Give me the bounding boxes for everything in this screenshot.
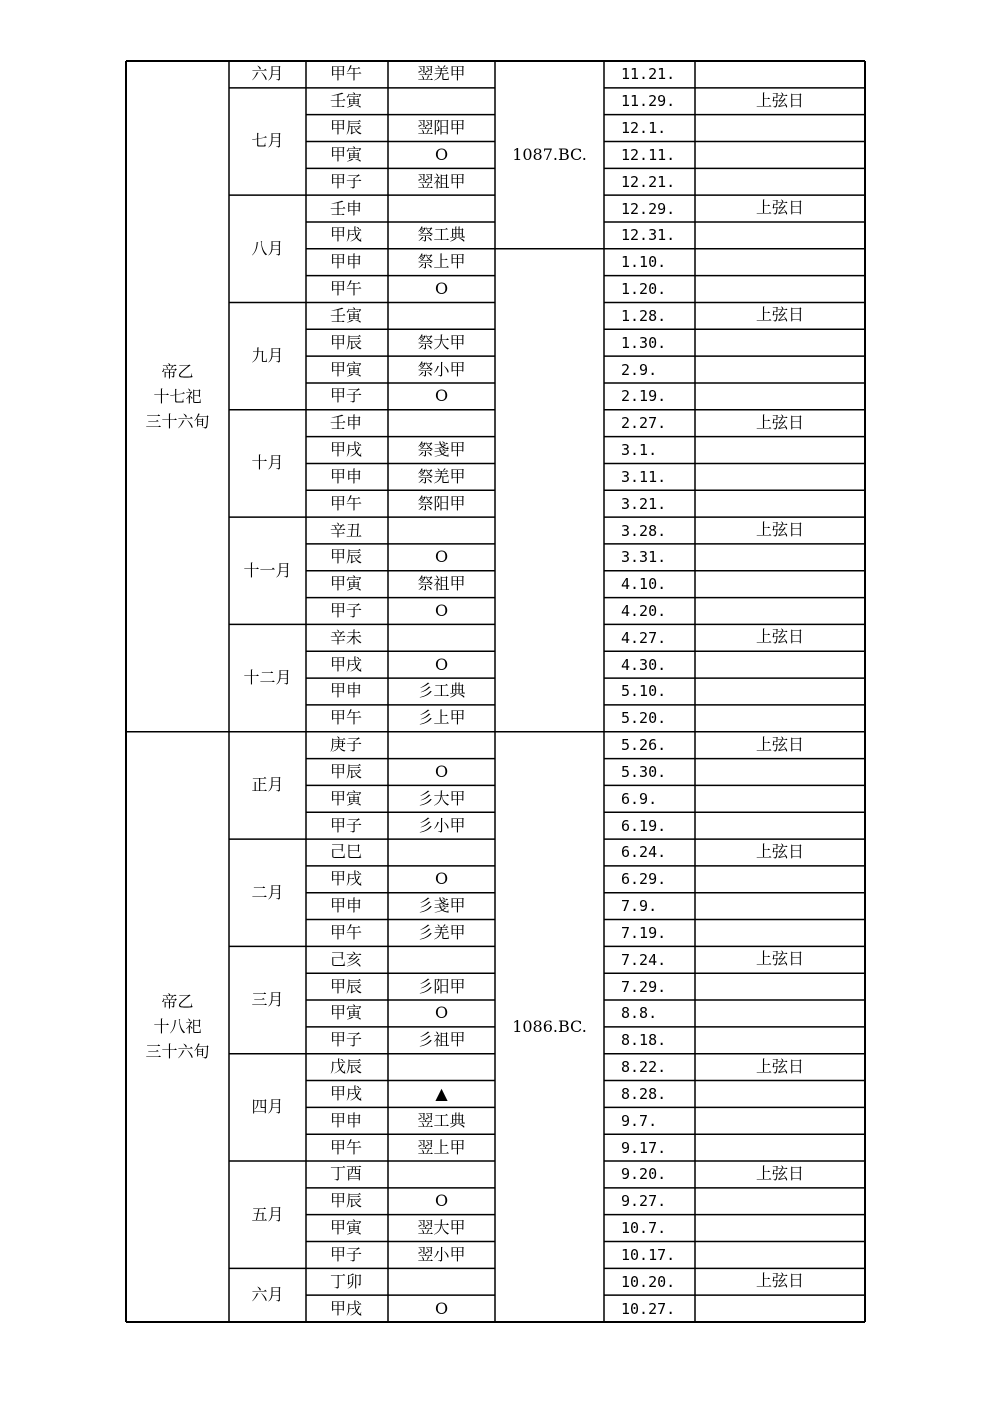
ritual-cell: 彡小甲 (417, 815, 466, 835)
month-cell: 五月 (251, 1204, 284, 1224)
ganzhi-cell: 甲子 (330, 1030, 363, 1050)
date-cell: 6.29. (621, 870, 667, 889)
ganzhi-cell: 甲午 (330, 279, 363, 299)
ritual-cell: 彡上甲 (417, 708, 466, 728)
note-cell: 上弦日 (755, 90, 804, 110)
date-cell: 4.10. (621, 575, 667, 594)
ganzhi-cell: 甲辰 (330, 976, 363, 996)
ritual-cell: O (434, 761, 449, 781)
month-cell: 六月 (251, 1285, 284, 1305)
ritual-cell (388, 1161, 495, 1188)
ritual-cell (388, 410, 495, 437)
ritual-cell: 彡工典 (417, 681, 466, 701)
date-cell: 2.27. (621, 414, 667, 433)
ritual-cell: O (434, 386, 449, 406)
ganzhi-cell: 壬寅 (330, 91, 363, 111)
ritual-cell: 翌上甲 (417, 1137, 466, 1157)
ritual-cell: 祭大甲 (417, 332, 466, 352)
ritual-cell (388, 946, 495, 973)
ritual-cell: 祭祖甲 (417, 574, 466, 594)
note-cell (695, 571, 865, 598)
date-cell: 5.20. (621, 709, 667, 728)
note-cell (695, 1295, 865, 1322)
ganzhi-cell: 甲午 (330, 64, 363, 84)
month-cell: 十月 (251, 453, 284, 473)
note-cell: 上弦日 (755, 1271, 804, 1291)
ganzhi-cell: 甲戌 (330, 654, 363, 674)
note-cell (695, 1134, 865, 1161)
date-cell: 6.24. (621, 843, 667, 862)
month-cell: 八月 (251, 238, 284, 258)
month-cell: 二月 (251, 882, 284, 902)
note-cell (695, 329, 865, 356)
ganzhi-cell: 甲辰 (330, 332, 363, 352)
ritual-cell (388, 839, 495, 866)
note-cell (695, 1107, 865, 1134)
date-cell: 8.28. (621, 1084, 667, 1103)
date-cell: 8.18. (621, 1031, 667, 1050)
ritual-cell: 翌羌甲 (417, 64, 466, 84)
ritual-cell: 翌祖甲 (417, 171, 466, 191)
note-cell: 上弦日 (755, 198, 804, 218)
month-cell: 九月 (251, 346, 284, 366)
note-cell (695, 249, 865, 276)
date-cell: 9.7. (621, 1111, 658, 1130)
ganzhi-cell: 甲申 (330, 1110, 363, 1130)
note-cell: 上弦日 (755, 1164, 804, 1184)
date-cell: 1.20. (621, 280, 667, 299)
note-cell (695, 115, 865, 142)
ganzhi-cell: 甲申 (330, 466, 363, 486)
date-cell: 4.20. (621, 602, 667, 620)
ritual-cell (388, 1268, 495, 1295)
note-cell (695, 893, 865, 920)
ritual-cell: 祭阳甲 (417, 493, 466, 513)
ritual-cell: O (434, 1003, 449, 1023)
ganzhi-cell: 甲申 (330, 896, 363, 916)
month-cell: 三月 (251, 990, 284, 1010)
note-cell: 上弦日 (755, 734, 804, 754)
note-cell (695, 141, 865, 168)
date-cell: 7.24. (621, 950, 667, 969)
date-cell: 2.9. (621, 360, 658, 379)
date-cell: 5.26. (621, 736, 667, 755)
note-cell: 上弦日 (755, 520, 804, 540)
note-cell: 上弦日 (755, 412, 804, 432)
ritual-cell: 彡阳甲 (417, 976, 466, 996)
ritual-cell (388, 732, 495, 759)
ganzhi-cell: 甲午 (330, 493, 363, 513)
note-cell (695, 1027, 865, 1054)
note-cell (695, 598, 865, 625)
note-cell (695, 222, 865, 249)
note-cell (695, 866, 865, 893)
date-cell: 1.28. (621, 306, 667, 325)
date-cell: 10.7. (621, 1219, 667, 1238)
ganzhi-cell: 甲戌 (330, 440, 363, 460)
ritual-cell: O (434, 601, 449, 620)
note-cell (695, 812, 865, 839)
date-cell: 11.21. (621, 65, 676, 84)
date-cell: 3.21. (621, 494, 667, 513)
date-cell: 9.17. (621, 1138, 667, 1157)
ganzhi-cell: 己巳 (330, 842, 363, 862)
ganzhi-cell: 甲辰 (330, 1191, 363, 1211)
date-cell: 12.29. (621, 199, 676, 218)
date-cell: 3.28. (621, 521, 667, 540)
date-cell: 11.29. (621, 92, 676, 111)
note-cell (695, 759, 865, 786)
note-cell (695, 920, 865, 947)
ganzhi-cell: 甲子 (330, 171, 363, 191)
note-cell (695, 678, 865, 705)
note-cell: 上弦日 (755, 627, 804, 647)
ritual-cell: O (434, 144, 449, 164)
ritual-cell: O (434, 547, 449, 567)
date-cell: 12.21. (621, 172, 676, 191)
note-cell (695, 1242, 865, 1269)
note-cell (695, 544, 865, 571)
note-cell (695, 383, 865, 410)
ritual-cell: 彡羌甲 (417, 922, 466, 942)
date-cell: 2.19. (621, 387, 667, 406)
date-cell: 4.27. (621, 628, 667, 647)
ritual-cell: O (434, 654, 449, 674)
ritual-cell (388, 195, 495, 222)
date-cell: 10.17. (621, 1245, 676, 1264)
ganzhi-cell: 甲午 (330, 1137, 363, 1157)
reign-cell: 帝乙 十八祀 三十六旬 (145, 992, 210, 1062)
note-cell (695, 168, 865, 195)
ritual-cell (388, 624, 495, 651)
ganzhi-cell: 壬申 (330, 198, 363, 218)
ganzhi-cell: 甲寅 (330, 574, 363, 594)
ganzhi-cell: 甲寅 (330, 1218, 363, 1238)
date-cell: 8.8. (621, 1004, 658, 1023)
date-cell: 3.11. (621, 467, 667, 486)
ganzhi-cell: 甲子 (330, 601, 363, 620)
ritual-cell: O (434, 279, 449, 299)
ritual-cell: 祭小甲 (417, 359, 466, 379)
note-cell (695, 1000, 865, 1027)
date-cell: 7.19. (621, 923, 667, 942)
year-cell: 1086.BC. (512, 1016, 587, 1036)
ganzhi-cell: 甲戌 (330, 225, 363, 245)
note-cell (695, 276, 865, 303)
note-cell: 上弦日 (755, 842, 804, 862)
date-cell: 8.22. (621, 1058, 667, 1077)
date-cell: 6.9. (621, 789, 658, 808)
ganzhi-cell: 甲寅 (330, 359, 363, 379)
date-cell: 3.1. (621, 441, 658, 460)
ganzhi-cell: 甲戌 (330, 869, 363, 889)
ritual-cell: 彡祖甲 (417, 1030, 466, 1050)
ganzhi-cell: 甲子 (330, 386, 363, 406)
date-cell: 7.29. (621, 977, 667, 996)
note-cell (695, 1188, 865, 1215)
ganzhi-cell: 丁酉 (330, 1164, 363, 1184)
note-cell: 上弦日 (755, 1056, 804, 1076)
ganzhi-cell: 甲午 (330, 922, 363, 942)
ritual-cell (388, 517, 495, 544)
ganzhi-cell: 己亥 (330, 949, 363, 969)
ganzhi-cell: 戊辰 (330, 1057, 363, 1077)
ritual-cell: 祭羌甲 (417, 466, 466, 486)
year-cell: 1087.BC. (512, 144, 587, 164)
ritual-cell: 祭戔甲 (417, 440, 466, 460)
ganzhi-cell: 甲戌 (330, 1083, 363, 1103)
date-cell: 3.31. (621, 548, 667, 567)
ritual-cell (388, 302, 495, 329)
date-cell: 4.30. (621, 655, 667, 674)
month-cell: 六月 (251, 64, 284, 84)
ganzhi-cell: 壬寅 (330, 305, 363, 325)
ganzhi-cell: 甲戌 (330, 1298, 363, 1318)
date-cell: 10.27. (621, 1299, 676, 1318)
month-cell: 七月 (251, 131, 284, 151)
ganzhi-cell: 壬申 (330, 413, 363, 433)
ganzhi-cell: 甲寅 (330, 788, 363, 808)
month-cell: 十二月 (243, 668, 292, 688)
date-cell: 9.20. (621, 1165, 667, 1184)
ganzhi-cell: 甲寅 (330, 1003, 363, 1023)
ganzhi-cell: 甲辰 (330, 547, 363, 567)
month-cell: 四月 (251, 1097, 284, 1117)
note-cell (695, 973, 865, 1000)
ganzhi-cell: 甲辰 (330, 761, 363, 781)
month-cell: 十一月 (243, 560, 292, 580)
note-cell (695, 437, 865, 464)
note-cell (695, 463, 865, 490)
note-cell: 上弦日 (755, 949, 804, 969)
ritual-cell: 翌工典 (417, 1110, 466, 1130)
ganzhi-cell: 丁卯 (330, 1271, 363, 1291)
ganzhi-cell: 甲申 (330, 252, 363, 272)
ritual-cell: ▲ (435, 1083, 448, 1103)
ganzhi-cell: 甲寅 (330, 144, 363, 164)
note-cell (695, 61, 865, 88)
ritual-cell: O (434, 1191, 449, 1211)
note-cell: 上弦日 (755, 305, 804, 325)
date-cell: 12.1. (621, 119, 667, 138)
note-cell (695, 356, 865, 383)
ganzhi-cell: 甲辰 (330, 118, 363, 138)
ritual-cell: O (434, 869, 449, 889)
note-cell (695, 1081, 865, 1108)
ritual-cell: 祭工典 (417, 225, 466, 245)
ganzhi-cell: 甲子 (330, 1244, 363, 1264)
note-cell (695, 490, 865, 517)
date-cell: 10.20. (621, 1272, 676, 1291)
ganzhi-cell: 辛丑 (330, 520, 363, 540)
note-cell (695, 1215, 865, 1242)
date-cell: 1.30. (621, 333, 667, 352)
note-cell (695, 705, 865, 732)
date-cell: 6.19. (621, 816, 667, 835)
ritual-cell (388, 88, 495, 115)
ritual-cell: O (434, 1298, 449, 1318)
ganzhi-cell: 甲申 (330, 681, 363, 701)
date-cell: 5.30. (621, 762, 667, 781)
ritual-cell: 翌阳甲 (417, 118, 466, 138)
ritual-cell: 翌小甲 (417, 1244, 466, 1264)
date-cell: 7.9. (621, 897, 658, 916)
ritual-cell: 彡大甲 (417, 788, 466, 808)
date-cell: 12.11. (621, 145, 676, 164)
ritual-cell: 彡戔甲 (417, 896, 466, 916)
ganzhi-cell: 庚子 (330, 735, 363, 755)
ganzhi-cell: 甲子 (330, 815, 363, 835)
ritual-cell (388, 1054, 495, 1081)
reign-cell: 帝乙 十七祀 三十六旬 (145, 361, 210, 431)
note-cell (695, 651, 865, 678)
date-cell: 12.31. (621, 226, 676, 245)
ganzhi-cell: 辛未 (330, 627, 363, 647)
note-cell (695, 785, 865, 812)
date-cell: 5.10. (621, 682, 667, 701)
date-cell: 1.10. (621, 253, 667, 272)
ritual-cell: 翌大甲 (417, 1218, 466, 1238)
ritual-cell: 祭上甲 (417, 252, 466, 272)
ganzhi-cell: 甲午 (330, 708, 363, 728)
date-cell: 9.27. (621, 1192, 667, 1211)
month-cell: 正月 (251, 775, 284, 795)
